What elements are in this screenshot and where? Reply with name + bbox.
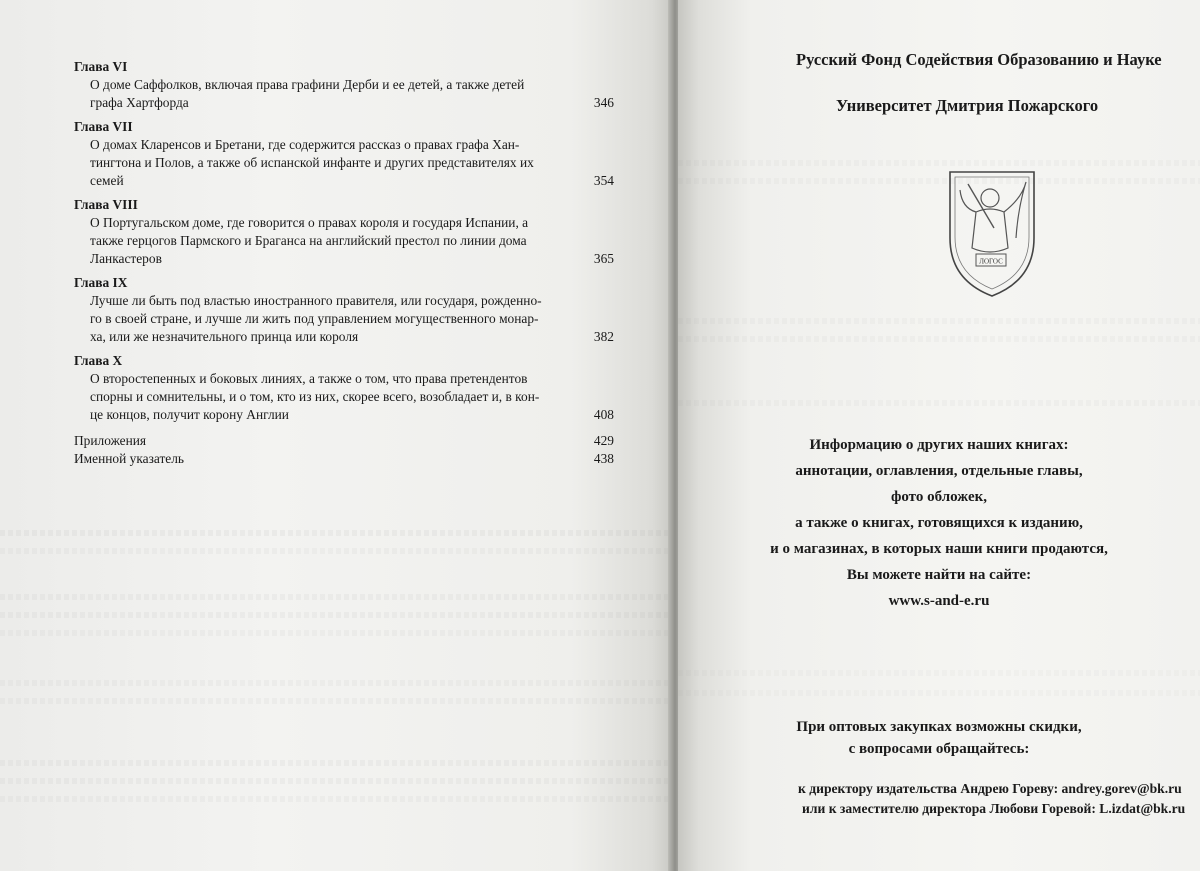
page-number: 354 xyxy=(593,173,614,188)
org-name-university: Университет Дмитрия Пожарского xyxy=(836,96,1099,115)
page-number: 382 xyxy=(593,329,614,344)
website-url: www.s-and-e.ru xyxy=(888,593,990,609)
toc-entry xyxy=(74,76,614,112)
bleed-through xyxy=(0,612,672,618)
info-line: Информацию о других наших книгах: xyxy=(809,437,1069,453)
info-line: Вы можете найти на сайте: xyxy=(846,567,1032,583)
info-line: и о магазинах, в которых наши книги продаются, xyxy=(770,541,1108,557)
entry-line: графа Хартфорда xyxy=(90,95,189,110)
entry-line: семей xyxy=(90,173,124,188)
right-page xyxy=(678,0,1200,871)
page-number: 365 xyxy=(593,251,614,266)
bleed-through xyxy=(0,530,672,536)
bleed-through xyxy=(678,178,1200,184)
toc-chapter xyxy=(74,196,614,268)
bleed-through xyxy=(0,548,672,554)
info-line: фото обложек, xyxy=(891,489,987,505)
toc-chapter xyxy=(74,58,614,112)
entry-line: тингтона и Полов, а также об испанской инфанте и других представителях их xyxy=(90,155,534,170)
entry-line: ха, или же незначительного принца или короля xyxy=(90,329,359,344)
bleed-through xyxy=(0,698,672,704)
entry-line: Лучше ли быть под властью иностранного правителя, или государя, рожденно- xyxy=(90,293,542,308)
contact-director: к директору издательства Андрею Гореву: andrey.gorev@bk.ru xyxy=(798,781,1182,796)
entry-line: О второстепенных и боковых линиях, а также о том, что права претендентов xyxy=(90,371,528,386)
toc-entry xyxy=(74,370,614,424)
toc-appendix xyxy=(74,432,614,450)
org-name-foundation: Русский Фонд Содействия Образованию и Науке xyxy=(796,50,1162,69)
bleed-through xyxy=(678,336,1200,342)
page-number: 429 xyxy=(593,433,614,448)
bleed-through xyxy=(0,680,672,686)
toc-chapter xyxy=(74,274,614,346)
entry-line: О Португальском доме, где говорится о правах короля и государя Испании, а xyxy=(90,215,529,230)
bleed-through xyxy=(0,778,672,784)
page-number: 346 xyxy=(593,95,614,110)
toc-entry xyxy=(74,136,614,190)
bleed-through xyxy=(678,318,1200,324)
chapter-title: Глава IX xyxy=(74,275,128,290)
bleed-through xyxy=(0,796,672,802)
bleed-through xyxy=(678,690,1200,696)
entry-line: спорны и сомнительны, и о том, кто из них, скорее всего, возобладает и, в кон- xyxy=(90,389,540,404)
info-line: аннотации, оглавления, отдельные главы, xyxy=(795,463,1083,479)
chapter-title: Глава VI xyxy=(74,59,128,74)
discount-line: При оптовых закупках возможны скидки, xyxy=(796,719,1082,735)
bleed-through xyxy=(678,670,1200,676)
logo-text: ЛОГОС xyxy=(979,257,1003,266)
entry-line: О домах Кларенсов и Бретани, где содержится рассказ о правах графа Хан- xyxy=(90,137,520,152)
toc-chapter xyxy=(74,118,614,190)
bleed-through xyxy=(0,760,672,766)
entry-line: Ланкастеров xyxy=(90,251,162,266)
chapter-title: Глава X xyxy=(74,353,123,368)
chapter-title: Глава VII xyxy=(74,119,133,134)
entry-line: также герцогов Пармского и Браганса на английский престол по линии дома xyxy=(90,233,527,248)
publisher-logo xyxy=(946,168,1038,300)
discount-line: с вопросами обращайтесь: xyxy=(848,741,1030,757)
toc-entry xyxy=(74,292,614,346)
index-label: Именной указатель xyxy=(74,451,185,466)
chapter-title: Глава VIII xyxy=(74,197,138,212)
appendix-label: Приложения xyxy=(74,433,147,448)
info-line: а также о книгах, готовящихся к изданию, xyxy=(795,515,1083,531)
bleed-through xyxy=(0,594,672,600)
bleed-through xyxy=(678,160,1200,166)
table-of-contents xyxy=(74,58,614,468)
toc-index xyxy=(74,450,614,468)
page-number: 438 xyxy=(593,451,614,466)
bleed-through xyxy=(678,400,1200,406)
entry-line: го в своей стране, и лучше ли жить под управлением могущественного монар- xyxy=(90,311,539,326)
toc-chapter xyxy=(74,352,614,424)
entry-line: О доме Саффолков, включая права графини Дерби и ее детей, а также детей xyxy=(90,77,525,92)
bleed-through xyxy=(0,630,672,636)
contact-deputy: или к заместителю директора Любови Горевой: L.izdat@bk.ru xyxy=(802,801,1186,816)
entry-line: це концов, получит корону Англии xyxy=(90,407,289,422)
page-number: 408 xyxy=(593,407,614,422)
toc-entry xyxy=(74,214,614,268)
